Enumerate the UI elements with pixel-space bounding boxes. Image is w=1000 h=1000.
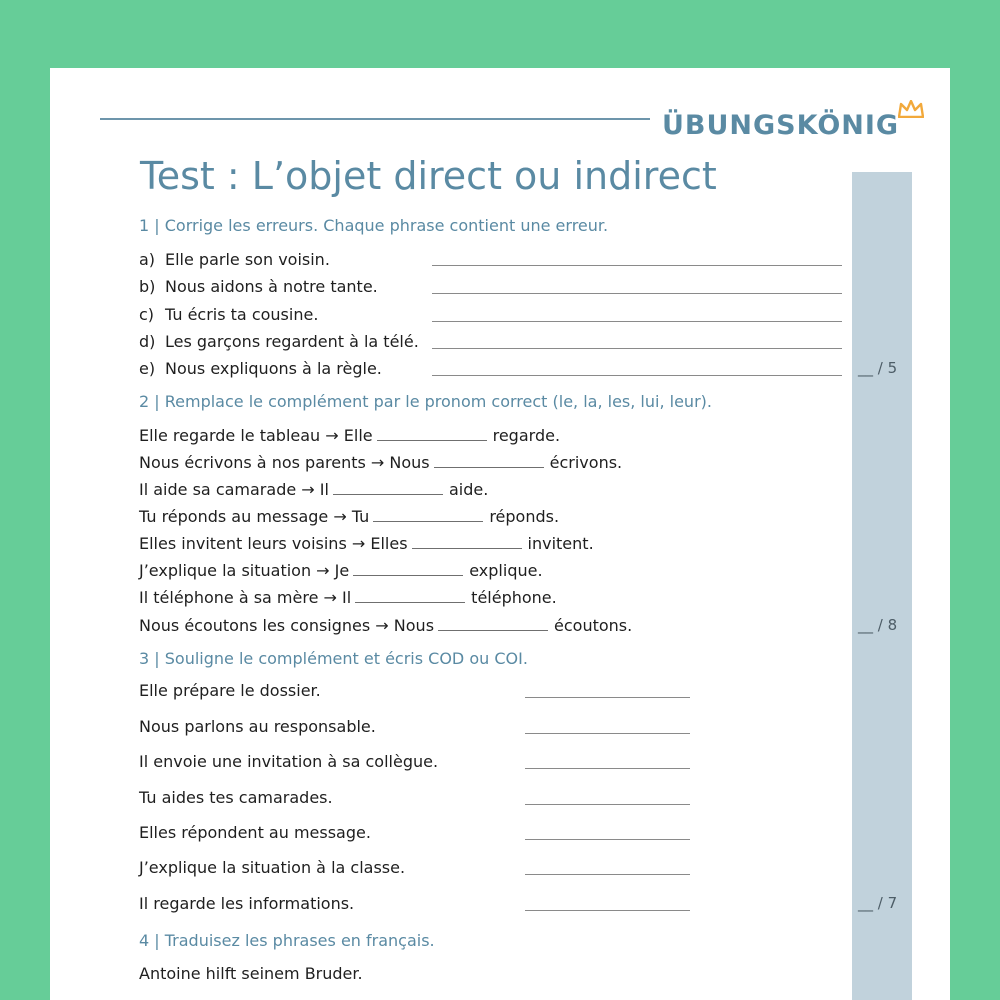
list-item [139, 534, 594, 553]
item-text: Elles invitent leurs voisins → Elles [139, 534, 408, 553]
answer-line[interactable] [525, 910, 690, 911]
answer-blank[interactable] [373, 507, 483, 522]
list-item: Il envoie une invitation à sa collègue. [139, 752, 439, 771]
list-item [139, 453, 622, 472]
answer-line[interactable] [525, 768, 690, 769]
item-text: Les garçons regardent à la télé. [165, 332, 419, 351]
list-item [139, 305, 318, 324]
item-text: écrivons. [549, 453, 623, 472]
answer-line[interactable] [432, 321, 842, 322]
item-text: Nous expliquons à la règle. [165, 359, 382, 378]
section-3-heading: 3 | Souligne le complément et écris COD ou COI. [139, 649, 528, 668]
answer-blank[interactable] [412, 534, 522, 549]
list-item [139, 277, 378, 296]
list-item: Elles répondent au message. [139, 823, 371, 842]
item-text: Il téléphone à sa mère → Il [139, 588, 352, 607]
answer-line[interactable] [432, 265, 842, 266]
item-text: Nous écrivons à nos parents → Nous [139, 453, 430, 472]
answer-blank[interactable] [377, 426, 487, 441]
score-section-2: __ / 8 [858, 616, 898, 634]
list-item [139, 588, 557, 607]
answer-blank[interactable] [355, 588, 465, 603]
item-text: Nous aidons à notre tante. [165, 277, 378, 296]
list-item: J’explique la situation à la classe. [139, 858, 406, 877]
item-letter: a) [139, 250, 156, 269]
score-section-3: __ / 7 [858, 894, 898, 912]
answer-line[interactable] [525, 733, 690, 734]
item-letter: e) [139, 359, 156, 378]
list-item [139, 507, 559, 526]
section-2-heading: 2 | Remplace le complément par le pronom correct (le, la, les, lui, leur). [139, 392, 712, 411]
page-title: Test : L’objet direct ou indirect [140, 154, 717, 198]
answer-line[interactable] [525, 874, 690, 875]
item-text: Tu réponds au message → Tu [139, 507, 370, 526]
item-text: Il aide sa camarade → Il [139, 480, 329, 499]
item-text: Elle parle son voisin. [165, 250, 330, 269]
list-item [139, 480, 488, 499]
brand-logo: ÜBUNGSKÖNIG [662, 110, 900, 141]
item-text: téléphone. [471, 588, 557, 607]
item-text: réponds. [489, 507, 560, 526]
answer-line[interactable] [432, 375, 842, 376]
item-text: Nous écoutons les consignes → Nous [139, 616, 435, 635]
item-text: Tu écris ta cousine. [165, 305, 319, 324]
item-text: écoutons. [554, 616, 633, 635]
item-letter: c) [139, 305, 155, 324]
list-item [139, 561, 543, 580]
item-text: explique. [469, 561, 543, 580]
list-item: Antoine hilft seinem Bruder. [139, 964, 363, 983]
item-text: invitent. [527, 534, 594, 553]
list-item [139, 359, 382, 378]
list-item: Nous parlons au responsable. [139, 717, 376, 736]
list-item: Il regarde les informations. [139, 894, 355, 913]
item-letter: d) [139, 332, 156, 351]
list-item [139, 250, 330, 269]
section-1-heading: 1 | Corrige les erreurs. Chaque phrase contient une erreur. [139, 216, 609, 235]
item-letter: b) [139, 277, 156, 296]
answer-line[interactable] [432, 293, 842, 294]
answer-blank[interactable] [353, 561, 463, 576]
answer-line[interactable] [432, 348, 842, 349]
score-column [852, 172, 912, 1000]
list-item: Elle prépare le dossier. [139, 681, 321, 700]
answer-line[interactable] [525, 839, 690, 840]
list-item: Tu aides tes camarades. [139, 788, 333, 807]
answer-line[interactable] [525, 804, 690, 805]
item-text: J’explique la situation → Je [139, 561, 350, 580]
list-item [139, 616, 632, 635]
score-section-1: __ / 5 [858, 359, 898, 377]
item-text: regarde. [492, 426, 561, 445]
answer-blank[interactable] [333, 480, 443, 495]
crown-icon [898, 100, 924, 118]
header-rule [100, 118, 650, 120]
worksheet [50, 68, 950, 1000]
answer-line[interactable] [525, 697, 690, 698]
answer-blank[interactable] [434, 453, 544, 468]
item-text: Elle regarde le tableau → Elle [139, 426, 373, 445]
section-4-heading: 4 | Traduisez les phrases en français. [139, 931, 435, 950]
item-text: aide. [448, 480, 489, 499]
list-item [139, 426, 560, 445]
list-item [139, 332, 419, 351]
answer-blank[interactable] [438, 616, 548, 631]
